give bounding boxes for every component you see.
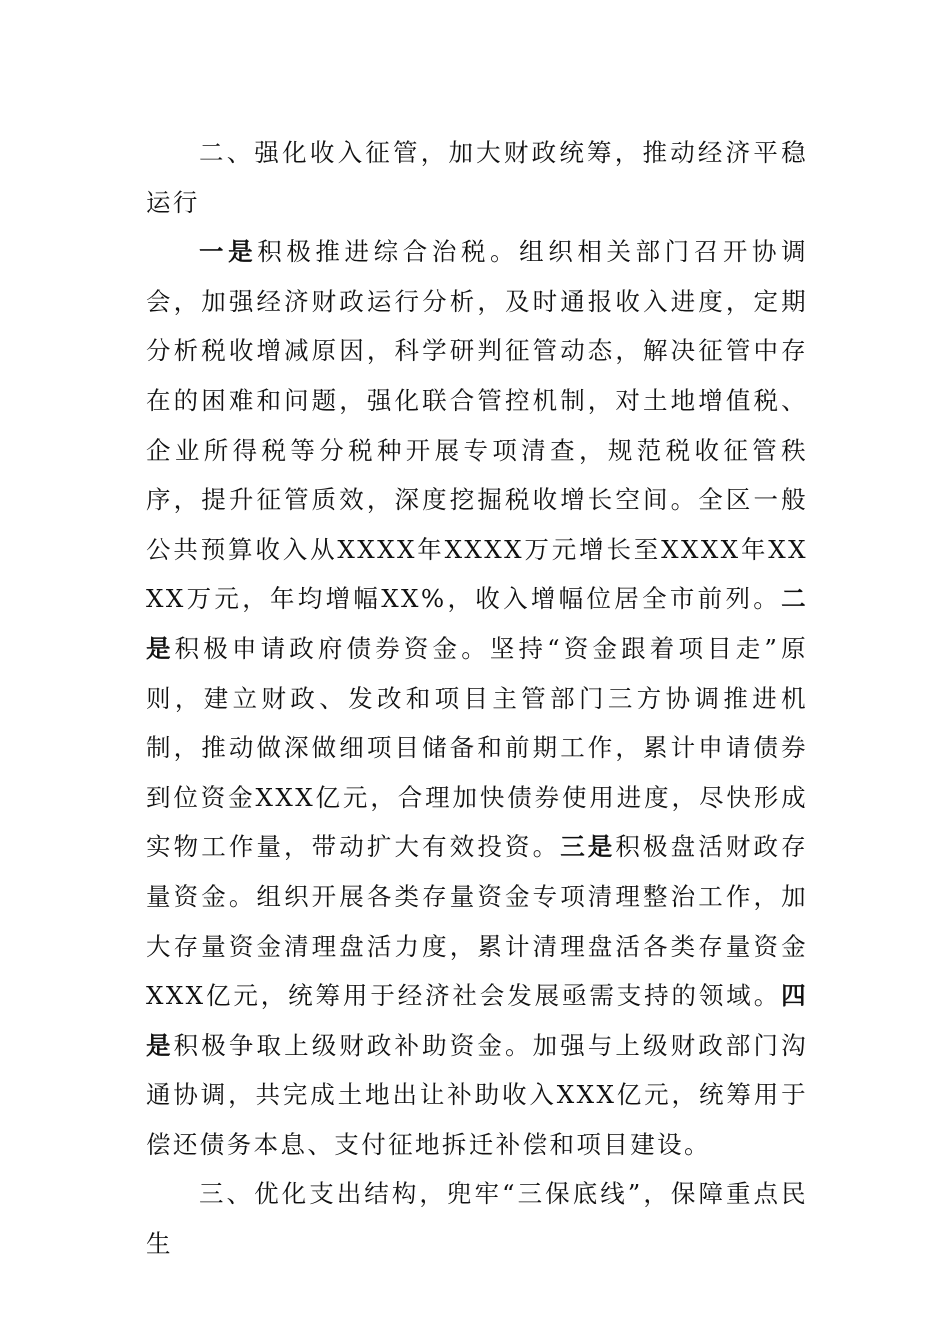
item-text-4: 积极争取上级财政补助资金。加强与上级财政部门沟通协调，共完成土地出让补助收入XXX亿元，统筹用于偿还债务本息、支付征地拆迁补偿和项目建设。 <box>146 1030 809 1159</box>
item-lead-3: 三是 <box>560 832 616 862</box>
document-page <box>146 128 808 1269</box>
section-heading-2: 二、强化收入征管，加大财政统筹，推动经济平稳运行 <box>146 138 808 217</box>
section-heading-3: 三、优化支出结构，兜牢“三保底线”，保障重点民生 <box>146 1179 808 1259</box>
item-lead-1: 一是 <box>199 237 258 267</box>
item-text-1: 积极推进综合治税。组织相关部门召开协调会，加强经济财政运行分析，及时通报收入进度，定期分析税收增减原因，科学研判征管动态，解决征管中存在的困难和问题，强化联合管控机制，对土地增值税、企业所得税等分税种开展专项清查，规范税收征管秩序，提升征管质效，深度挖掘税收增长空间。全区一般公共预算收入从XXXX年XXXX万元增长至XXXX年XXXX万元，年均增幅XX%，收入增幅位居全市前列。 <box>146 237 808 614</box>
item-text-3: 积极盘活财政存量资金。组织开展各类存量资金专项清理整治工作，加大存量资金清理盘活力度，累计清理盘活各类存量资金XXX亿元，统筹用于经济社会发展亟需支持的领域。 <box>146 832 808 1011</box>
item-text-2: 积极申请政府债券资金。坚持“资金跟着项目走”原则，建立财政、发改和项目主管部门三方协调推进机制，推动做深做细项目储备和前期工作，累计申请债券到位资金XXX亿元，合理加快债券使用进度，尽快形成实物工作量，带动扩大有效投资。 <box>146 633 808 862</box>
section-body-paragraph <box>146 227 808 1169</box>
item-lead-4: 四是 <box>146 981 808 1060</box>
item-lead-2: 二是 <box>146 584 808 663</box>
